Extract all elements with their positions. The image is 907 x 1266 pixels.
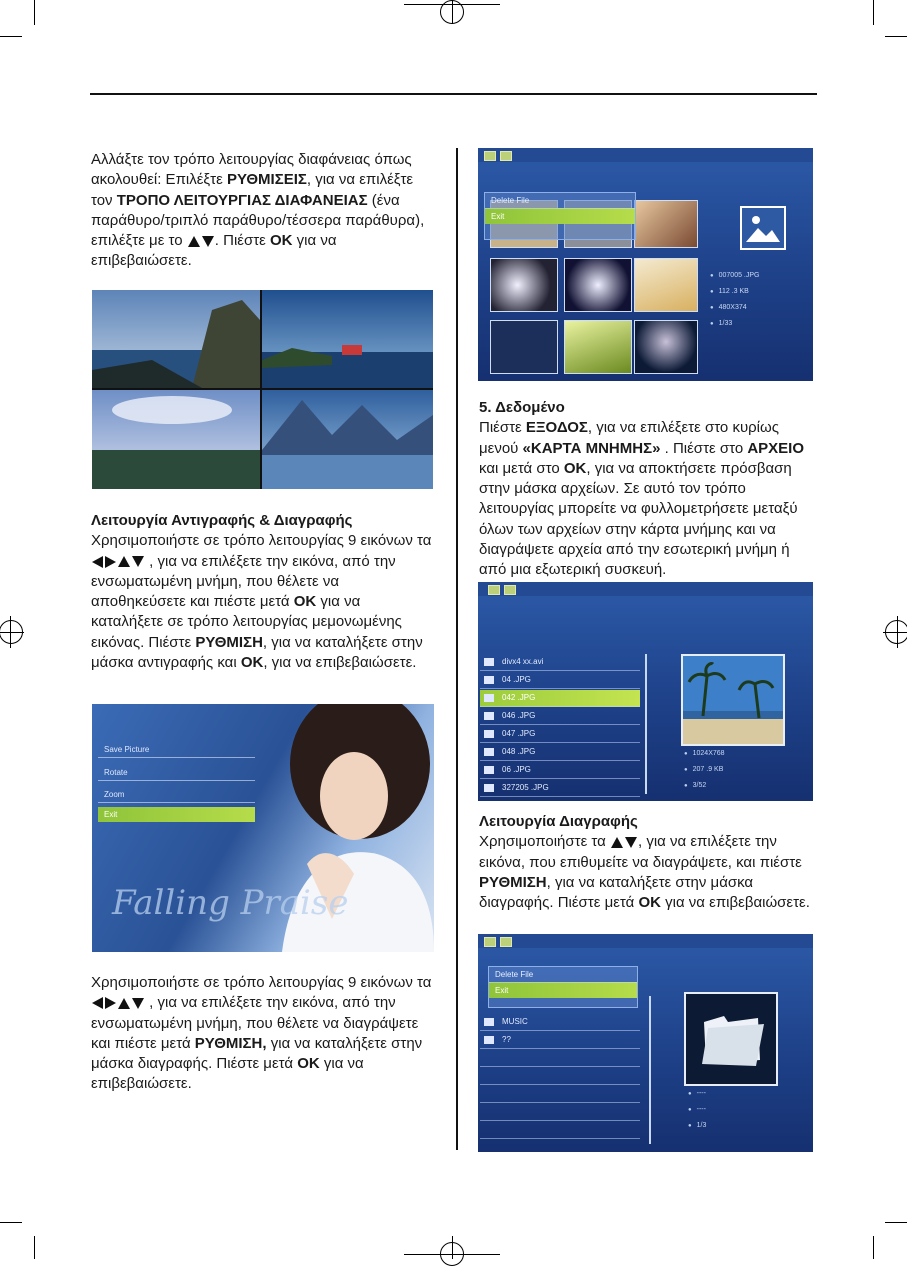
image-file-icon: [484, 766, 494, 774]
folder-list: [480, 1014, 642, 1144]
file-row[interactable]: 04 .JPG: [480, 672, 640, 689]
right-arrow-icon: [105, 556, 116, 568]
down-arrow-icon: [202, 236, 214, 247]
delete-folder-screenshot: [478, 934, 813, 1152]
left-arrow-icon: [92, 556, 103, 568]
delete-file-menu: [488, 966, 638, 1008]
file-row[interactable]: 06 .JPG: [480, 762, 640, 779]
up-arrow-icon: [118, 556, 130, 567]
image-file-icon: [484, 676, 494, 684]
thumbnail[interactable]: [564, 258, 632, 312]
copy-delete-heading: Λειτουργία Αντιγραφής & Διαγραφής: [91, 512, 353, 529]
crop-mark: [0, 36, 22, 37]
image-preview-icon: [740, 206, 786, 250]
folder-icon: [484, 1036, 494, 1044]
menu-item-exit[interactable]: Exit: [98, 807, 255, 822]
menu-item-zoom[interactable]: Zoom: [98, 787, 255, 803]
preview-photo: [681, 654, 785, 746]
storage-icon: [488, 585, 500, 595]
delete-file-menu: [484, 192, 636, 240]
screen-top-bar: [478, 148, 813, 162]
menu-title: Delete File: [495, 970, 534, 979]
menu-item-exit[interactable]: Exit: [489, 982, 637, 998]
empty-row: [480, 1122, 640, 1139]
up-arrow-icon: [188, 236, 200, 247]
file-resolution: ● 1024X768: [684, 750, 725, 757]
file-row[interactable]: 046 .JPG: [480, 708, 640, 725]
registration-mark: [885, 620, 907, 644]
file-size: ● ----: [688, 1106, 706, 1113]
empty-row: [480, 1068, 640, 1085]
empty-row: [480, 1086, 640, 1103]
folder-preview-icon: [684, 992, 778, 1086]
file-name: ● 007005 .JPG: [710, 272, 760, 279]
thumbnail[interactable]: [490, 258, 558, 312]
file-resolution: ● 480X374: [710, 304, 747, 311]
column-divider: [456, 148, 458, 1150]
crop-mark: [873, 0, 874, 25]
screen-top-bar: [478, 934, 813, 948]
file-mode-icon: [500, 937, 512, 947]
right-arrow-icon: [105, 997, 116, 1009]
registration-mark: [440, 1242, 464, 1266]
file-index: ● 1/33: [710, 320, 732, 327]
empty-row: [480, 1104, 640, 1121]
storage-icon: [484, 937, 496, 947]
crop-mark: [885, 1222, 907, 1223]
crop-mark: [873, 1236, 874, 1259]
empty-row: [480, 1050, 640, 1067]
image-file-icon: [484, 694, 494, 702]
scrollbar[interactable]: [649, 996, 651, 1144]
screen-top-bar: [478, 582, 813, 596]
registration-mark: [440, 0, 464, 24]
file-size: ● 112 .3 KB: [710, 288, 749, 295]
up-arrow-icon: [118, 998, 130, 1009]
image-file-icon: [484, 730, 494, 738]
file-row-selected[interactable]: 042 .JPG: [480, 690, 640, 707]
folder-row[interactable]: ??: [480, 1032, 640, 1049]
data-section: 5. Δεδομένο Πιέστε ΕΞΟΔΟΣ, για να επιλέξετε στο κυρίως μενού «ΚΑΡΤΑ ΜΝΗΜΗΣ» . Πιέστε στο ΑΡΧΕΙΟ και μετά στο OK, για να αποκτήσετε πρόσβαση στην μάσκα αρχείων. Σε αυτό τον τρόπο λειτουργίας μπορείτε να φυλλομετρήσετε μεταξύ όλων των αρχείων στην κάρτα μνήμης και να διαγράψετε αρχεία από την εσωτερική μνήμη ή από μια εξωτερική συσκευή.: [479, 399, 805, 579]
file-name: ● ----: [688, 1090, 706, 1097]
registration-mark: [0, 620, 23, 644]
thumbnail[interactable]: [490, 320, 558, 374]
file-list: [480, 654, 642, 799]
menu-title: Delete File: [491, 196, 530, 205]
down-arrow-icon: [625, 837, 637, 848]
photo-mode-icon: [500, 151, 512, 161]
file-index: ● 3/52: [684, 782, 706, 789]
down-arrow-icon: [132, 998, 144, 1009]
logo-text: Falling Praise: [112, 883, 349, 923]
delete-file-grid-screenshot: [478, 148, 813, 381]
delete-mode-heading: Λειτουργία Διαγραφής: [479, 813, 638, 830]
thumbnail[interactable]: [564, 320, 632, 374]
crop-mark: [885, 36, 907, 37]
file-row[interactable]: divx4 xx.avi: [480, 654, 640, 671]
storage-icon: [484, 151, 496, 161]
folder-icon: [484, 1018, 494, 1026]
thumbnail[interactable]: [634, 320, 698, 374]
file-info: [688, 1086, 706, 1134]
image-file-icon: [484, 712, 494, 720]
file-row[interactable]: 048 .JPG: [480, 744, 640, 761]
thumbnail[interactable]: [634, 258, 698, 312]
left-arrow-icon: [92, 997, 103, 1009]
file-row[interactable]: 047 .JPG: [480, 726, 640, 743]
menu-item-save-picture[interactable]: Save Picture: [98, 742, 255, 758]
file-row[interactable]: 327205 .JPG: [480, 780, 640, 797]
down-arrow-icon: [132, 556, 144, 567]
up-arrow-icon: [611, 837, 623, 848]
scrollbar[interactable]: [645, 654, 647, 794]
menu-item-exit[interactable]: Exit: [485, 208, 635, 224]
thumbnail[interactable]: [634, 200, 698, 248]
data-heading: 5. Δεδομένο: [479, 399, 565, 416]
folder-row[interactable]: MUSIC: [480, 1014, 640, 1031]
landscape-collage: [92, 290, 433, 489]
file-size: ● 207 .9 KB: [684, 766, 723, 773]
delete-instructions: Χρησιμοποιήστε σε τρόπο λειτουργίας 9 εικόνων τα , για να επιλέξετε την εικόνα, από την ενσωματωμένη μνήμη, που θέλετε να διαγράψετε και πιέστε μετά ΡΥΘΜΙΣΗ, για να καταλήξετε στην μάσκα διαγραφής. Πιέστε μετά OK για να επιβεβαιώσετε.: [91, 974, 432, 1093]
crop-mark: [0, 1222, 22, 1223]
crop-mark: [34, 0, 35, 25]
menu-item-rotate[interactable]: Rotate: [98, 765, 255, 781]
four-window-slideshow-photo: [92, 290, 433, 489]
file-info: [684, 746, 725, 794]
file-info: [710, 268, 760, 332]
file-mode-icon: [504, 585, 516, 595]
file-index: ● 1/3: [688, 1122, 706, 1129]
delete-mode-section: Λειτουργία Διαγραφής Χρησιμοποιήστε τα , για να επιλέξετε την εικόνα, που επιθυμείτε να διαγράψετε, και πιέστε ΡΥΘΜΙΣΗ, για να καταλήξετε στην μάσκα διαγραφής. Πιέστε μετά OK για να επιβεβαιώσετε.: [479, 813, 810, 912]
copy-menu-screenshot: [92, 704, 434, 952]
file-browser-screenshot: [478, 582, 813, 801]
image-file-icon: [484, 784, 494, 792]
video-file-icon: [484, 658, 494, 666]
copy-delete-section: Λειτουργία Αντιγραφής & Διαγραφής Χρησιμοποιήστε σε τρόπο λειτουργίας 9 εικόνων τα , για να επιλέξετε την εικόνα, από την ενσωματωμένη μνήμη, που θέλετε να αποθηκεύσετε και πιέστε μετά OK για να καταλήξετε σε τρόπο λειτουργίας μεμονωμένης εικόνας. Πιέστε ΡΥΘΜΙΣΗ, για να καταλήξετε στην μάσκα αντιγραφής και OK, για να επιβεβαιώσετε.: [91, 512, 432, 672]
header-rule: [90, 93, 817, 95]
crop-mark: [34, 1236, 35, 1259]
image-file-icon: [484, 748, 494, 756]
slideshow-instructions: Αλλάξτε τον τρόπο λειτουργίας διαφάνειας όπως ακολουθεί: Επιλέξτε ΡΥΘΜΙΣΕΙΣ, για να επιλέξτε τον ΤΡΟΠΟ ΛΕΙΤΟΥΡΓΙΑΣ ΔΙΑΦΑΝΕΙΑΣ (ένα παράθυρο/τριπλό παράθυρο/τέσσερα παράθυρα), επιλέξτε με το . Πιέστε OK για να επιβεβαιώσετε.: [91, 151, 425, 270]
